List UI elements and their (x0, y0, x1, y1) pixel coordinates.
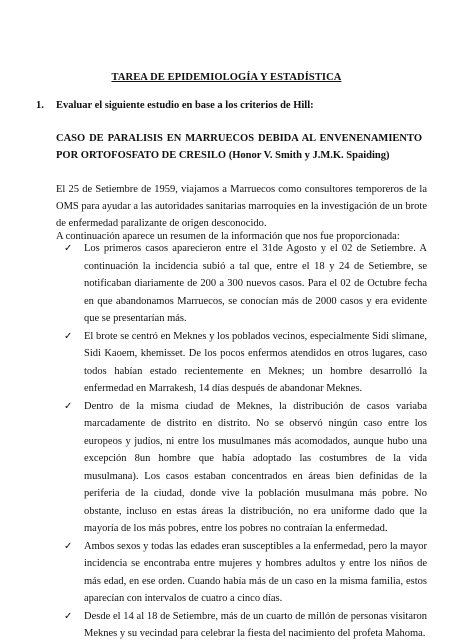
list-item (56, 240, 427, 328)
list-item (56, 398, 427, 538)
check-mark-icon: ✓ (64, 610, 73, 622)
list-item (56, 608, 427, 643)
summary-intro: A continuación aparece un resumen de la información que nos fue proporcionada: (56, 231, 400, 242)
list-item-text: El brote se centró en Meknes y los poblados vecinos, especialmente Sidi slimane, Sidi Kaoem, khemisset. De los pocos enfermos atendidos en otros lugares, caso todos habían estado recientemente en Meknes; un hombre desarrolló la enfermedad en Marrakesh, 14 días después de abandonar Meknes. (84, 330, 427, 394)
list-item-text: Los primeros casos aparecieron entre el 31de Agosto y el 02 de Setiembre. A continuación la incidencia subió a tal que, entre el 18 y 24 de Setiembre, se notificaban diariamente de 200 a 300 nuevos casos. Para el 02 de Octubre fecha en que abandonamos Marruecos, se conocían más de 2000 casos y era evidente que se presentarían más. (84, 243, 427, 324)
list-item-text: Ambos sexos y todas las edades eran susceptibles a la enfermedad, pero la mayor incidencia se encontraba entre mujeres y hombres adultos y entre los niños de más edad, en ese orden. Cuando había más de un caso en la misma familia, estos aparecían con intervalos de cuatro a cinco días. (84, 540, 427, 604)
list-item-text: Dentro de la misma ciudad de Meknes, la distribución de casos variaba marcadamente de distrito en distrito. No se observó ningún caso entre los europeos y judíos, ni entre los musulmanes más acomodados, aunque hubo una excepción 8un hombre que había adoptado las costumbres de la vida musulmana). Los casos estaban concentrados en áreas bien definidas de la periferia de la ciudad, donde vive la población musulmana más pobre. No obstante, incluso en estas áreas la distribución, no era uniforme dado que la mayoría de los más pobres, entre los pobres no contraían la enfermedad. (84, 400, 427, 534)
bullet-list (56, 240, 427, 643)
check-mark-icon: ✓ (64, 243, 73, 254)
list-item (56, 328, 427, 398)
document-title: TAREA DE EPIDEMIOLOGÍA Y ESTADÍSTICA (111, 72, 342, 83)
check-mark-icon: ✓ (64, 400, 73, 412)
list-item (56, 538, 427, 608)
list-item-text: Desde el 14 al 18 de Setiembre, más de un cuarto de millón de personas visitaron Meknes y su vecindad para celebrar la fiesta del nacimiento del profeta Mahoma. (84, 610, 427, 639)
question-text: Evaluar el siguiente estudio en base a los criterios de Hill: (56, 100, 314, 111)
question-number: 1. (36, 100, 44, 111)
check-mark-icon: ✓ (64, 330, 73, 342)
check-mark-icon: ✓ (64, 540, 73, 552)
question-heading (36, 100, 314, 111)
intro-paragraph: El 25 de Setiembre de 1959, viajamos a Marruecos como consultores temporeros de la OMS para ayudar a las autoridades sanitarias marroquíes en la investigación de un brote de enfermedad paralizante de origen desconocido. (56, 184, 427, 229)
case-heading: CASO DE PARALISIS EN MARRUECOS DEBIDA AL ENVENENAMIENTO POR ORTOFOSFATO DE CRESILO (Honor V. Smith y J.M.K. Spaiding) (56, 133, 422, 161)
